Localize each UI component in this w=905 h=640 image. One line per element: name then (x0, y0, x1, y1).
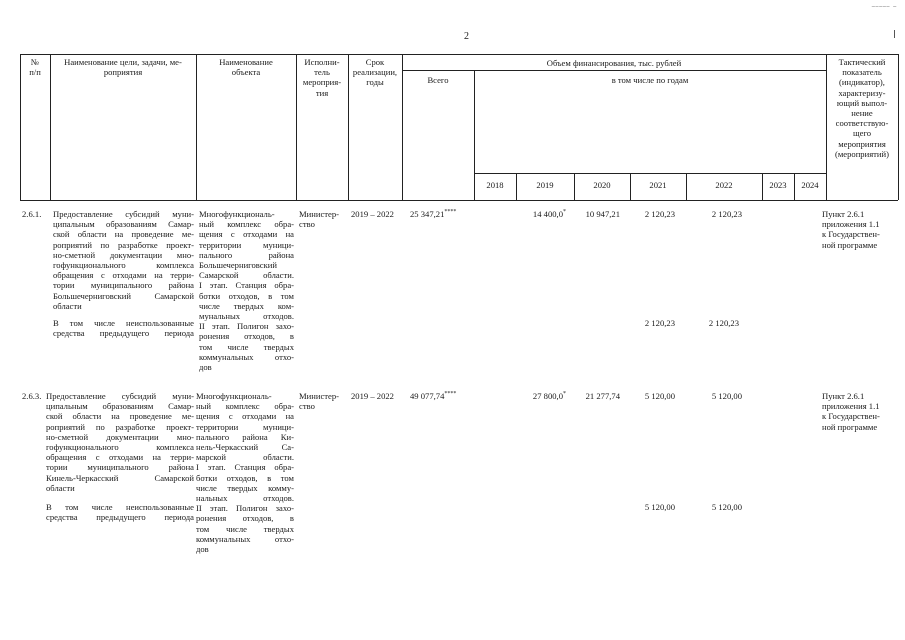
row-2020: 21 277,74 (585, 391, 620, 401)
row-number: 2.6.3. (22, 391, 42, 401)
year-2024: 2024 (801, 180, 819, 190)
corner-mark (894, 30, 897, 38)
row-sub-2021: 2 120,23 (644, 318, 675, 328)
page-number: 2 (464, 31, 469, 42)
row-2019: 27 800,0* (532, 391, 566, 401)
year-2021: 2021 (649, 180, 667, 190)
row-sub-name: В том числе неиспользованные средства предыдущего периода (46, 502, 194, 523)
header-indicator: Тактический показатель (индикатор), характеризу- ющий выпол- нение соответствую- щего мероприятия (мероприятий) (835, 57, 889, 159)
row-name: Предоставление субсидий муни- ципальным образованиям Самар- ской области на проведение ме- роприятий по разработке проект- но-сметной документации мно- гофункционального комплекса обращения с отходами на терри- тории муниципального района Большечерниговский Самарской области (53, 209, 194, 311)
row-indicator: Пункт 2.6.1 приложения 1.1 к Государствен- ной программе (822, 391, 880, 432)
row-object: Многофункциональ- ный комплекс обра- щения с отходами на территории муници- пального района Ки- нель-Черкасский Са- марской области. I этап. Станция обра- ботки отходов, в том числе твердых комму- нальных отходов. II этап. Полигон захо- ронения отходов, в том числе твердых коммунальных отхо- дов (196, 391, 294, 555)
corner-marks: ‾‾‾‾‾ ‾ (872, 6, 897, 15)
row-2021: 5 120,00 (644, 391, 675, 401)
header-total: Всего (427, 75, 449, 85)
row-2022: 5 120,00 (711, 391, 742, 401)
year-2019: 2019 (536, 180, 554, 190)
row-executor: Министер- ство (299, 391, 339, 412)
row-term: 2019 – 2022 (351, 391, 394, 401)
year-2023: 2023 (769, 180, 787, 190)
row-sub-name: В том числе неиспользованные средства предыдущего периода (53, 318, 194, 339)
row-name: Предоставление субсидий муни- ципальным образованиям Самар- ской области на проведение ме- роприятий по разработке проект- но-сметной документации мно- гофункционального комплекса обращения с отходами на терри- тории муниципального района Кинель-Черкасский Самарской области (46, 391, 194, 493)
header-term: Срок реализации, годы (352, 57, 398, 88)
row-sub-2022: 2 120,23 (708, 318, 739, 328)
row-2021: 2 120,23 (644, 209, 675, 219)
header-executor: Исполни- тель мероприя- тия (302, 57, 342, 98)
row-2020: 10 947,21 (585, 209, 620, 219)
row-term: 2019 – 2022 (351, 209, 394, 219)
row-total: 25 347,21**** (410, 209, 457, 219)
header-by-year: в том числе по годам (611, 75, 689, 85)
row-total: 49 077,74**** (410, 391, 457, 401)
header-name: Наименование цели, задачи, ме- роприятия (64, 57, 182, 78)
row-2022: 2 120,23 (711, 209, 742, 219)
row-sub-2022: 5 120,00 (711, 502, 742, 512)
header-financing: Объем финансирования, тыс. рублей (546, 58, 682, 68)
row-object: Многофункциональ- ный комплекс обра- щения с отходами на территории муници- пального района Большечерниговский Самарской области. I этап. Станция обра- ботки отходов, в том числе твердых ком- мунальных отходов. II этап. Полигон захо- ронения отходов, в том числе твердых коммунальных отхо- дов (199, 209, 294, 373)
row-executor: Министер- ство (299, 209, 339, 230)
row-2019: 14 400,0* (532, 209, 566, 219)
row-sub-2021: 5 120,00 (644, 502, 675, 512)
row-indicator: Пункт 2.6.1 приложения 1.1 к Государствен- ной программе (822, 209, 880, 250)
year-2020: 2020 (593, 180, 611, 190)
year-2018: 2018 (486, 180, 504, 190)
header-num: № п/п (29, 57, 41, 78)
row-number: 2.6.1. (22, 209, 42, 219)
header-object: Наименование объекта (219, 57, 273, 78)
year-2022: 2022 (715, 180, 733, 190)
